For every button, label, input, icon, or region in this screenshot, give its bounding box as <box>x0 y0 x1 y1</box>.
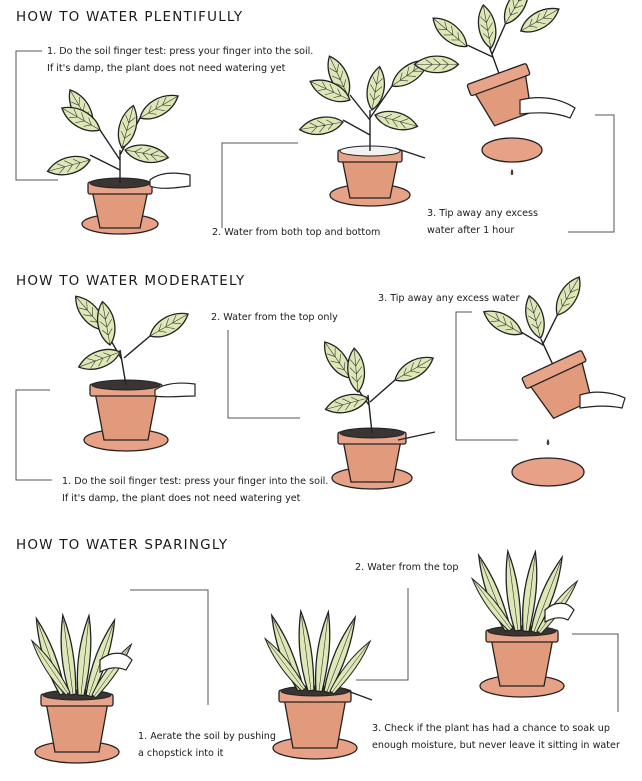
sparing-step3-leader <box>572 634 618 712</box>
moderate-drip <box>547 440 549 445</box>
moderate-hand-3 <box>580 392 625 408</box>
sparing-step-1 <box>138 728 276 762</box>
moderate-saucer-3 <box>512 458 584 486</box>
step-line: 1. Do the soil finger test: press your finger into the soil. <box>47 46 314 57</box>
step-line: 1. Do the soil finger test: press your finger into the soil. <box>62 476 329 487</box>
step-line: 3. Check if the plant has had a chance to soak up <box>372 723 610 734</box>
plentiful-step-2 <box>212 224 380 241</box>
sparing-plant-2 <box>261 611 373 759</box>
moderate-step-2 <box>211 309 338 326</box>
step-line: 2. Water from both top and bottom <box>212 227 381 238</box>
plentiful-hand-3 <box>520 98 575 118</box>
section-title-plentifully: HOW TO WATER PLENTIFULLY <box>16 9 244 25</box>
section-title-sparingly: HOW TO WATER SPARINGLY <box>16 537 229 553</box>
plentiful-plant-1 <box>45 86 190 234</box>
sparing-plant-3 <box>468 551 580 697</box>
step-line: water after 1 hour <box>427 225 515 236</box>
plentiful-plant-3 <box>398 0 591 145</box>
sparing-step1-leader <box>130 590 208 705</box>
section-title-moderately: HOW TO WATER MODERATELY <box>16 273 246 289</box>
step-line: 2. Water from the top <box>355 562 459 573</box>
plentiful-step3-leader <box>568 115 614 232</box>
step-line: 3. Tip away any excess <box>427 208 539 219</box>
step-line: 3. Tip away any excess water <box>378 293 520 304</box>
plentiful-step-1 <box>47 43 313 77</box>
step-line: 1. Aerate the soil by pushing <box>138 731 276 742</box>
plentiful-saucer-3 <box>482 138 542 162</box>
plentiful-step-3 <box>427 205 538 239</box>
sparing-step-3 <box>372 720 620 754</box>
moderate-plant-2 <box>318 337 437 489</box>
sparing-step-2 <box>355 559 459 576</box>
step-line: If it's damp, the plant does not need watering yet <box>62 493 301 504</box>
sparing-step2-leader <box>356 588 408 680</box>
plentiful-drip <box>511 170 513 175</box>
moderate-step-3 <box>378 290 519 307</box>
moderate-step2-leader <box>228 330 300 418</box>
sparing-plant-1 <box>27 615 134 763</box>
step-line: 2. Water from the top only <box>211 312 338 323</box>
step-line: If it's damp, the plant does not need watering yet <box>47 63 286 74</box>
step-line: a chopstick into it <box>138 748 224 759</box>
plentiful-plant-2 <box>298 53 433 206</box>
moderate-plant-1 <box>69 291 195 451</box>
moderate-step1-leader <box>16 390 52 480</box>
plentiful-step2-leader <box>222 143 298 228</box>
moderate-step-1 <box>62 473 328 507</box>
step-line: enough moisture, but never leave it sitting in water <box>372 740 620 751</box>
